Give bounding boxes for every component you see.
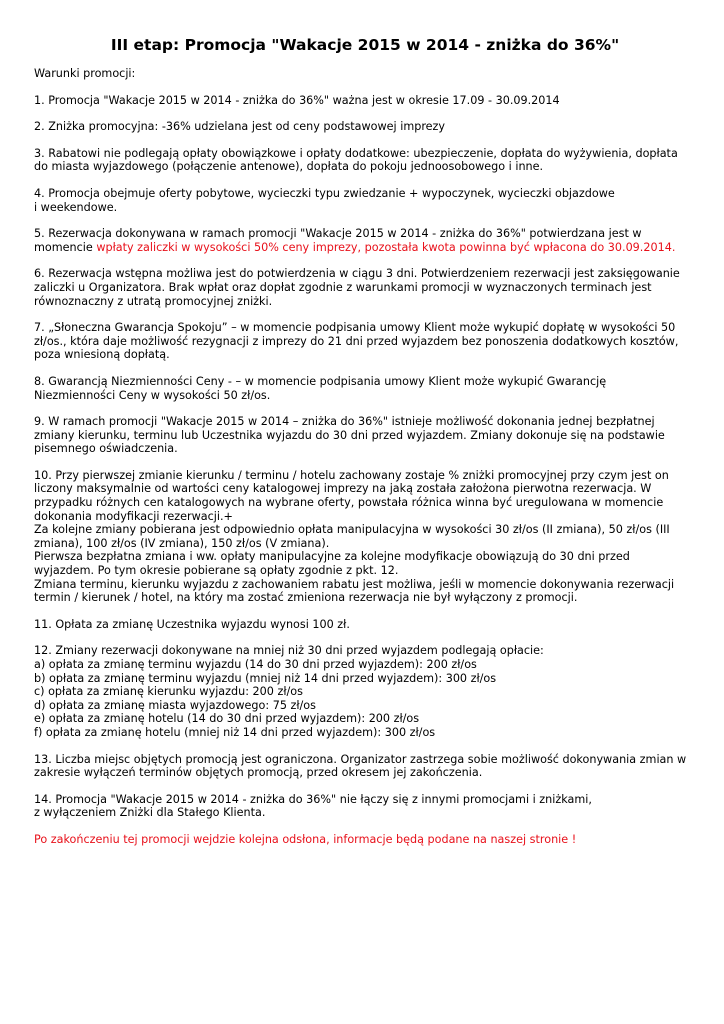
condition-1: 1. Promocja "Wakacje 2015 w 2014 - zniżka do 36%" ważna jest w okresie 17.09 - 30.09.2014 bbox=[34, 93, 560, 107]
condition-4 bbox=[34, 187, 688, 214]
fee-item: d) opłata za zmianę miasta wyjazdowego: 75 zł/os bbox=[34, 698, 316, 712]
condition-10-part-d: Zmiana terminu, kierunku wyjazdu z zachowaniem rabatu jest możliwa, jeśli w momencie dokonywania rezerwacji termin / kierunek / hotel, na który ma zostać zmieniona rezerwacja nie był wyłączony z promocji. bbox=[34, 577, 675, 605]
intro-heading: Warunki promocji: bbox=[34, 67, 136, 80]
condition-5 bbox=[34, 227, 688, 254]
condition-10-part-c: Pierwsza bezpłatna zmiana i ww. opłaty manipulacyjne za kolejne modyfikacje obowiązują do 30 dni przed wyjazdem. Po tym okresie pobierane są opłaty zgodnie z pkt. 12. bbox=[34, 550, 630, 578]
condition-14-line-1: 14. Promocja "Wakacje 2015 w 2014 - zniżka do 36%" nie łączy się z innymi promocjami i zniżkami, bbox=[34, 792, 592, 806]
condition-4-line-1: 4. Promocja obejmuje oferty pobytowe, wycieczki typu zwiedzanie + wypoczynek, wycieczki objazdowe bbox=[34, 186, 615, 200]
condition-12 bbox=[34, 644, 688, 739]
condition-13: 13. Liczba miejsc objętych promocją jest ograniczona. Organizator zastrzega sobie możliwość dokonywania zmian w zakresie wyłączeń terminów objętych promocją, przed okresem jej zakończenia. bbox=[34, 752, 687, 780]
condition-9: 9. W ramach promocji "Wakacje 2015 w 2014 – zniżka do 36%" istnieje możliwość dokonania jednej bezpłatnej zmiany kierunku, terminu lub Uczestnika wyjazdu do 30 dni przed wyjazdem. Zmiany dokonuje się na podstawie pisemnego oświadczenia. bbox=[34, 415, 665, 456]
fee-item: a) opłata za zmianę terminu wyjazdu (14 do 30 dni przed wyjazdem): 200 zł/os bbox=[34, 658, 477, 671]
condition-3: 3. Rabatowi nie podlegają opłaty obowiązkowe i opłaty dodatkowe: ubezpieczenie, dopłata do wyżywienia, dopłata do miasta wyjazdowego (połączenie antenowe), dopłata do pokoju jednoosobowego i inne. bbox=[34, 146, 678, 174]
condition-5-text: 5. Rezerwacja dokonywana w ramach promocji "Wakacje 2015 w 2014 - zniżka do 36%" potwierdzana jest w momencie bbox=[34, 227, 642, 254]
condition-7: 7. „Słoneczna Gwarancja Spokoju” – w momencie podpisania umowy Klient może wykupić dopłatę w wysokości 50 zł/os., która daje możliwość rezygnacji z imprezy do 21 dni przed wyjazdem bez ponoszenia dodatkowych kosztów, poza wniesioną dopłatą. bbox=[34, 321, 679, 362]
condition-5-highlight: wpłaty zaliczki w wysokości 50% ceny imprezy, pozostała kwota powinna być wpłacona do 30.09.2014. bbox=[96, 240, 676, 254]
condition-10-part-a: 10. Przy pierwszej zmianie kierunku / terminu / hotelu zachowany zostaje % zniżki promocyjnej przy czym jest on liczony maksymalnie od wartości ceny katalogowej imprezy na jaką została założona pierwotna rezerwacja. W przypadku różnych cen katalogowych na wybrane oferty, powstała różnica winna być uregulowana w momencie dokonania modyfikacji rezerwacji.+ bbox=[34, 468, 669, 523]
fee-item: e) opłata za zmianę hotelu (14 do 30 dni przed wyjazdem): 200 zł/os bbox=[34, 712, 420, 726]
fee-item: c) opłata za zmianę kierunku wyjazdu: 200 zł/os bbox=[34, 685, 303, 699]
condition-6: 6. Rezerwacja wstępna możliwa jest do potwierdzenia w ciągu 3 dni. Potwierdzeniem rezerwacji jest zaksięgowanie zaliczki u Organizatora. Brak wpłat oraz dopłat zgodnie z warunkami promocji w wyznaczonych terminach jest równoznaczny z utratą promocyjnej zniżki. bbox=[34, 267, 680, 308]
condition-11: 11. Opłata za zmianę Uczestnika wyjazdu wynosi 100 zł. bbox=[34, 617, 350, 631]
condition-4-line-2: i weekendowe. bbox=[34, 200, 118, 214]
fee-item: b) opłata za zmianę terminu wyjazdu (mniej niż 14 dni przed wyjazdem): 300 zł/os bbox=[34, 671, 497, 685]
footer-note: Po zakończeniu tej promocji wejdzie kolejna odsłona, informacje będą podane na naszej stronie ! bbox=[34, 832, 577, 846]
condition-14-line-2: z wyłączeniem Zniżki dla Stałego Klienta. bbox=[34, 806, 266, 820]
condition-2: 2. Zniżka promocyjna: -36% udzielana jest od ceny podstawowej imprezy bbox=[34, 120, 446, 134]
condition-10-part-b: Za kolejne zmiany pobierana jest odpowiednio opłata manipulacyjna w wysokości 30 zł/os (II zmiana), 50 zł/os (III zmiana), 100 zł/os (IV zmiana), 150 zł/os (V zmiana). bbox=[34, 523, 670, 550]
condition-12-heading: 12. Zmiany rezerwacji dokonywane na mniej niż 30 dni przed wyjazdem podlegają opłacie: bbox=[34, 644, 544, 658]
condition-8: 8. Gwarancją Niezmienności Ceny - – w momencie podpisania umowy Klient może wykupić Gwarancję Niezmienności Ceny w wysokości 50 zł/os. bbox=[34, 374, 607, 402]
page-title: III etap: Promocja "Wakacje 2015 w 2014 - zniżka do 36%" bbox=[110, 36, 620, 54]
condition-14 bbox=[34, 793, 688, 820]
fee-item: f) opłata za zmianę hotelu (mniej niż 14 dni przed wyjazdem): 300 zł/os bbox=[34, 725, 436, 739]
condition-10 bbox=[34, 469, 688, 605]
